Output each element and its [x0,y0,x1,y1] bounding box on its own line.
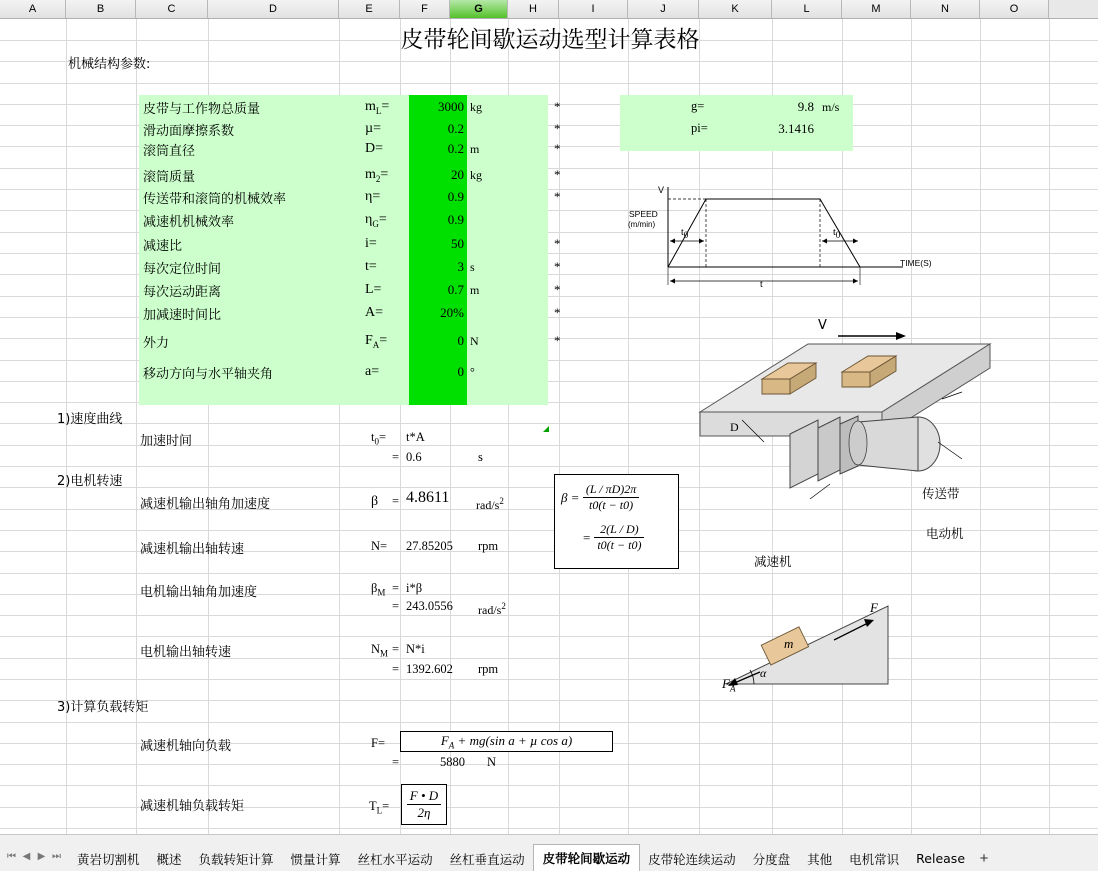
sheet-tab-7[interactable]: 皮带轮连续运动 [648,851,736,867]
param-label-7: 每次定位时间 [143,262,222,277]
param-value-1[interactable]: 0.2 [447,121,464,136]
sheet-nav-1[interactable]: ◀ [22,850,31,862]
param-label-3: 滚筒质量 [143,170,196,185]
eq-accel-time: = [392,450,400,464]
speed-axis-y-label: SPEED [629,209,658,219]
value-motor-speed: 1392.602 [406,662,453,676]
column-header-h[interactable]: H [508,0,559,18]
label-gearbox-speed: 减速机输出轴转速 [140,542,245,557]
section-header-params: 机械结构参数: [68,57,151,72]
sheet-tab-9[interactable]: 其他 [807,851,833,867]
gearbox-label: 减速机 [754,554,792,569]
formula-motor-speed: N*i [406,642,425,656]
param-value-9[interactable]: 20% [440,305,464,320]
formula-axial-load: $F_A + mg(\sin$ a + µ cos a) [440,732,573,751]
param-unit-3: kg [470,168,482,182]
value-gearbox-ang-accel: 4.8611 [406,489,450,506]
speed-curve-diagram [628,179,938,295]
param-required-marker-4: * [554,189,561,204]
label-axial-load: 减速机轴向负载 [140,739,232,754]
param-label-6: 减速比 [143,239,183,254]
formula-motor-ang-accel: i*β [406,581,423,595]
param-symbol-5: $\eta_G=$ [365,212,387,229]
sheet-tab-0[interactable]: 黄岩切割机 [77,851,140,867]
input-area-fill [139,95,548,405]
value-accel-time: 0.6 [406,450,422,464]
param-value-6[interactable]: 50 [451,236,464,251]
column-header-n[interactable]: N [911,0,980,18]
param-required-marker-1: * [554,121,561,136]
param-required-marker-9: * [554,305,561,320]
sheet-tab-bar [0,834,1098,871]
beta-formula-num2: 2(L / D) [594,522,644,538]
sheet-tab-6[interactable]: 皮带轮间歇运动 [533,844,641,871]
belt-label: 传送带 [922,486,960,501]
param-required-marker-6: * [554,236,561,251]
force-fa-label: $F_A$ [722,676,736,694]
sheet-tab-11[interactable]: Release [916,851,966,866]
param-value-8[interactable]: 0.7 [447,282,464,297]
column-header-m[interactable]: M [842,0,911,18]
param-value-7[interactable]: 3 [457,259,464,274]
param-label-5: 减速机机械效率 [143,215,235,230]
sheet-tab-8[interactable]: 分度盘 [752,851,791,867]
column-header-g[interactable]: G [450,0,508,18]
constants-area-fill [620,95,853,151]
constant-label-1: pi= [691,121,708,135]
param-value-11[interactable]: 0 [457,364,464,379]
eq1-motor-speed: = [392,642,400,656]
param-label-4: 传送带和滚筒的机械效率 [143,192,287,207]
param-value-5[interactable]: 0.9 [447,212,464,227]
inclined-plane-illustration [718,584,898,699]
speed-t-total-label: t [760,279,763,290]
param-value-0[interactable]: 3000 [438,99,464,114]
angle-label: α [760,666,767,680]
param-unit-11: ° [470,365,475,379]
value-motor-ang-accel: 243.0556 [406,599,453,613]
sheet-tabs [68,844,973,871]
sheet-tab-3[interactable]: 惯量计算 [290,851,341,867]
eq2-motor-speed: = [392,662,400,676]
sheet-nav-3[interactable]: ⏭ [52,850,61,862]
param-value-2[interactable]: 0.2 [447,141,464,156]
param-label-11: 移动方向与水平轴夹角 [143,367,274,382]
eq-axial-load: = [392,755,400,769]
param-label-2: 滚筒直径 [143,144,196,159]
speed-v-label: V [658,185,665,195]
sheet-nav-0[interactable]: ⏮ [7,850,16,862]
param-unit-7: s [470,260,475,274]
param-label-9: 加减速时间比 [143,308,222,323]
label-accel-time: 加速时间 [140,434,193,449]
speed-axis-x-label: TIME(S) [900,258,932,268]
column-header-c[interactable]: C [136,0,208,18]
param-symbol-4: η= [365,189,381,204]
param-value-4[interactable]: 0.9 [447,189,464,204]
column-header-j[interactable]: J [628,0,699,18]
symbol-gearbox-ang-accel: β [371,494,379,509]
unit-motor-ang-accel: rad/$s^2$ [478,601,506,617]
sheet-tab-2[interactable]: 负载转矩计算 [198,851,274,867]
sheet-nav-buttons [0,841,68,871]
formula-load-torque-box [401,784,447,825]
beta-formula-num1: (L / πD)2π [583,482,639,498]
label-motor-speed: 电机输出轴转速 [140,645,232,660]
param-symbol-7: t= [365,259,377,274]
param-symbol-11: a= [365,364,380,379]
param-required-marker-3: * [554,167,561,182]
unit-gearbox-ang-accel: rad/$s^2$ [476,496,504,512]
unit-accel-time: s [478,450,483,464]
param-value-10[interactable]: 0 [457,333,464,348]
param-symbol-3: $m_2=$ [365,167,389,184]
param-label-0: 皮带与工作物总质量 [143,102,261,117]
constant-value-1[interactable]: 3.1416 [778,121,814,136]
column-header-d[interactable]: D [208,0,339,18]
conveyor-illustration [690,318,1010,569]
param-symbol-2: D= [365,141,384,156]
sheet-content [0,19,1098,834]
section-header-speed-curve: 1)速度曲线 [57,412,123,427]
column-header-f[interactable]: F [400,0,450,18]
param-required-marker-7: * [554,259,561,274]
symbol-accel-time: $t_0=$ [371,430,387,447]
param-unit-8: m [470,283,480,297]
column-header-k[interactable]: K [699,0,772,18]
cell-comment-marker [543,426,549,432]
unit-gearbox-speed: rpm [478,539,499,553]
param-symbol-0: $m_L=$ [365,99,390,116]
column-header-i[interactable]: I [559,0,628,18]
mass-label: m [784,636,794,651]
formula-load-torque-den: 2η [417,805,431,820]
symbol-motor-ang-accel: $\beta_M$ [371,581,386,598]
constant-label-0: g= [691,99,705,113]
param-value-3[interactable]: 20 [451,167,464,182]
column-header-e[interactable]: E [339,0,400,18]
param-required-marker-2: * [554,141,561,156]
param-required-marker-0: * [554,99,561,114]
page-title: 皮带轮间歇运动选型计算表格 [400,27,700,53]
roller-diameter-label: D [730,420,739,434]
column-header-a[interactable]: A [0,0,66,18]
column-header-row [0,0,1098,19]
param-label-1: 滑动面摩擦系数 [143,124,235,139]
beta-formula-den1: t0(t − t0) [589,498,634,512]
symbol-load-torque: $T_L=$ [369,799,390,816]
param-label-8: 每次运动距离 [143,285,222,300]
param-symbol-1: µ= [365,121,381,136]
param-unit-10: N [470,334,479,348]
value-gearbox-speed: 27.85205 [406,539,453,553]
param-unit-0: kg [470,100,482,114]
add-sheet-button[interactable]: + [979,850,989,867]
constant-unit-0: m/s [822,100,840,114]
unit-motor-speed: rpm [478,662,499,676]
formula-load-torque-num: F • D [407,788,441,805]
symbol-gearbox-speed: N= [371,539,388,553]
sheet-tab-1[interactable]: 概述 [156,851,182,867]
beta-formula-lhs: β [561,489,568,505]
sheet-tab-10[interactable]: 电机常识 [849,851,900,867]
beta-formula-eq2: = [583,529,591,545]
speed-axis-y-unit: (m/min) [628,220,656,229]
label-gearbox-ang-accel: 减速机输出轴角加速度 [140,497,271,512]
sheet-tab-5[interactable]: 丝杠垂直运动 [449,851,525,867]
motor-label: 电动机 [926,526,964,541]
section-header-motor-speed: 2)电机转速 [57,474,123,489]
speed-t0-right-label: $t_0$ [833,227,841,240]
speed-t0-left-label: $t_0$ [681,227,689,240]
eq1-motor-ang-accel: = [392,581,400,595]
param-unit-2: m [470,142,480,156]
section-header-load-torque: 3)计算负载转矩 [57,700,149,715]
formula-accel-time: t*A [406,430,425,444]
beta-formula-den2: t0(t − t0) [597,538,642,552]
velocity-label: V [818,318,827,333]
column-header-o[interactable]: O [980,0,1049,18]
symbol-axial-load: F= [371,736,386,750]
eq2-motor-ang-accel: = [392,599,400,613]
unit-axial-load: N [487,755,497,769]
beta-formula-eq: = [571,489,579,505]
formula-axial-load-box [400,731,613,752]
label-motor-ang-accel: 电机输出轴角加速度 [140,585,258,600]
sheet-nav-2[interactable]: ▶ [37,850,46,862]
symbol-motor-speed: $N_M$ [371,642,389,659]
eq-gearbox-ang-accel: = [392,494,400,508]
sheet-tab-4[interactable]: 丝杠水平运动 [357,851,433,867]
param-label-10: 外力 [143,336,170,351]
param-symbol-8: L= [365,282,382,297]
value-axial-load: 5880 [440,755,465,769]
param-required-marker-10: * [554,333,561,348]
param-symbol-6: i= [365,236,377,251]
constant-value-0[interactable]: 9.8 [797,99,814,114]
label-load-torque: 减速机轴负载转矩 [140,799,245,814]
column-header-b[interactable]: B [66,0,136,18]
force-f-label: F [870,600,878,615]
param-symbol-9: A= [365,305,384,320]
beta-formula-box [554,474,679,569]
param-symbol-10: $F_A=$ [365,333,388,350]
param-required-marker-8: * [554,282,561,297]
column-header-l[interactable]: L [772,0,842,18]
